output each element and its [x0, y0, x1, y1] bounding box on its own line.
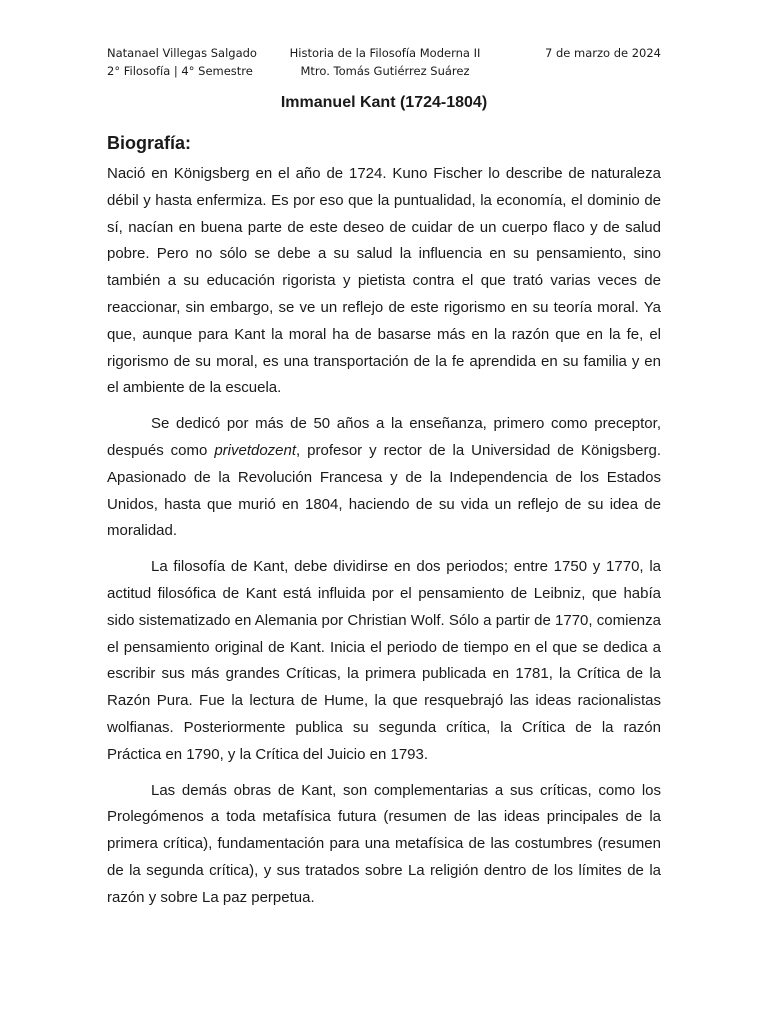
- document-date: 7 de marzo de 2024: [544, 46, 661, 60]
- paragraph-2-end: , profesor y rector de la Universidad de Königsberg. Apasionado de la Revolución Francesa y de la Independencia de los Estados Unidos, hasta que murió en 1804, haciendo de su vida un reflejo de su idea de moralidad.: [107, 441, 661, 540]
- program-info: 2° Filosofía | 4° Semestre: [107, 64, 253, 78]
- paragraph-2-start: Se dedicó por más de 50 años a la enseñanza, primero como preceptor, después como: [107, 415, 661, 459]
- paragraph-4: Las demás obras de Kant, son complementarias a sus críticas, como los Prolegómenos a toda metafísica futura (resumen de las ideas principales de la primera crítica), fundamentación para una metafísica de las costumbres (resumen de la segunda crítica), y sus tratados sobre La religión dentro de los límites de la razón y sobre La paz perpetua.: [107, 781, 661, 906]
- course-name: Historia de la Filosofía Moderna II: [289, 46, 481, 60]
- header-right: [545, 44, 661, 62]
- paragraph-1: Nació en Königsberg en el año de 1724. Kuno Fischer lo describe de naturaleza débil y hasta enfermiza. Es por eso que la puntualidad, la economía, el dominio de sí, nacían en buena parte de este deseo de cuidar de un cuerpo flaco y de salud pobre. Pero no sólo se debe a su salud la influencia en su pensamiento, sino también a su educación rigorista y pietista contra el que trató varias veces de reaccionar, sin embargo, se ve un reflejo de este rigorismo en su teoría moral. Ya que, aunque para Kant la moral ha de basarse más en la razón que en la fe, el rigorismo de su moral, es una transportación de la fe aprendida en su familia y en el ambiente de la escuela.: [107, 165, 661, 397]
- author-name: Natanael Villegas Salgado: [107, 46, 257, 60]
- paragraph-3: La filosofía de Kant, debe dividirse en dos periodos; entre 1750 y 1770, la actitud filosófica de Kant está influida por el pensamiento de Leibniz, que había sido sistematizado en Alemania por Christian Wolf. Sólo a partir de 1770, comienza el pensamiento original de Kant. Inicia el periodo de tiempo en el que se dedica a escribir sus más grandes Críticas, la primera publicada en 1781, la Crítica de la Razón Pura. Fue la lectura de Hume, la que resquebrajó las ideas racionalistas wolfianas. Posteriormente publica su segunda crítica, la Crítica de la razón Práctica en 1790, y la Crítica del Juicio en 1793.: [107, 558, 661, 763]
- document-title: Immanuel Kant (1724-1804): [280, 94, 488, 111]
- paragraph-2-italic-term: privetdozent: [214, 441, 297, 459]
- header-left: [107, 44, 257, 80]
- page-header: [107, 44, 661, 84]
- section-heading: Biografía:: [107, 133, 192, 153]
- header-center: [285, 44, 485, 80]
- document-body: [107, 161, 661, 921]
- teacher-name: Mtro. Tomás Gutiérrez Suárez: [300, 64, 470, 78]
- paragraph-2: [107, 411, 661, 545]
